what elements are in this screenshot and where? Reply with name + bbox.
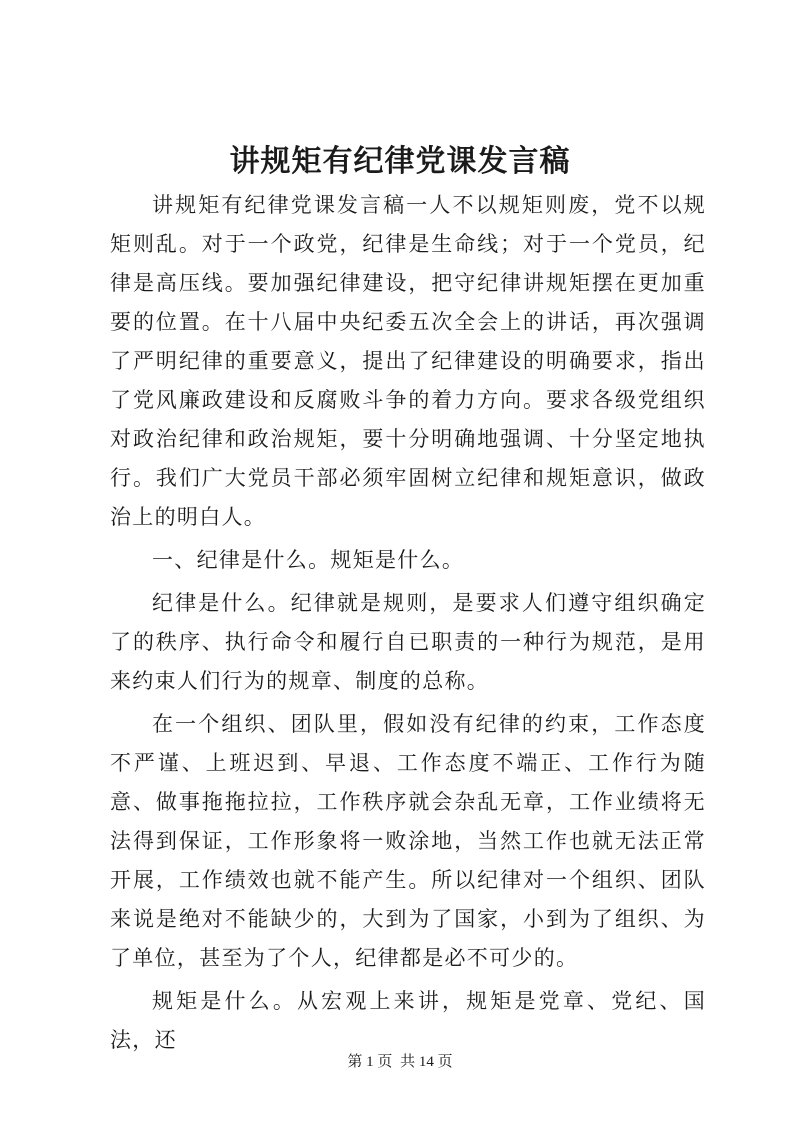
document-body: [110, 186, 706, 1064]
page-number: 第 1 页: [347, 1054, 393, 1070]
page-footer: [0, 1052, 800, 1072]
paragraph-intro: 讲规矩有纪律党课发言稿一人不以规矩则废，党不以规矩则乱。对于一个政党，纪律是生命线；对于一个党员，纪律是高压线。要加强纪律建设，把守纪律讲规矩摆在更加重要的位置。在十八届中央纪委五次全会上的讲话，再次强调了严明纪律的重要意义，提出了纪律建设的明确要求，指出了党风廉政建设和反腐败斗争的着力方向。要求各级党组织对政治纪律和政治规矩，要十分明确地强调、十分坚定地执行。我们广大党员干部必须牢固树立纪律和规矩意识，做政治上的明白人。: [110, 193, 706, 529]
section-heading-1: 一、纪律是什么。规矩是什么。: [152, 548, 465, 572]
paragraph-organization: 在一个组织、团队里，假如没有纪律的约束，工作态度不严谨、上班迟到、早退、工作态度不端正、工作行为随意、做事拖拖拉拉，工作秩序就会杂乱无章，工作业绩将无法得到保证，工作形象将一败涂地，当然工作也就无法正常开展，工作绩效也就不能产生。所以纪律对一个组织、团队来说是绝对不能缺少的，大到为了国家，小到为了组织、为了单位，甚至为了个人，纪律都是必不可少的。: [110, 712, 706, 970]
paragraph-discipline-definition: 纪律是什么。纪律就是规则，是要求人们遵守组织确定了的秩序、执行命令和履行自已职责的一种行为规范，是用来约束人们行为的规章、制度的总称。: [110, 591, 706, 693]
page-total: 共 14 页: [400, 1054, 453, 1070]
paragraph-rules-definition: 规矩是什么。从宏观上来讲，规矩是党章、党纪、国法，还: [110, 989, 706, 1052]
document-title: 讲规矩有纪律党课发言稿: [229, 144, 571, 179]
